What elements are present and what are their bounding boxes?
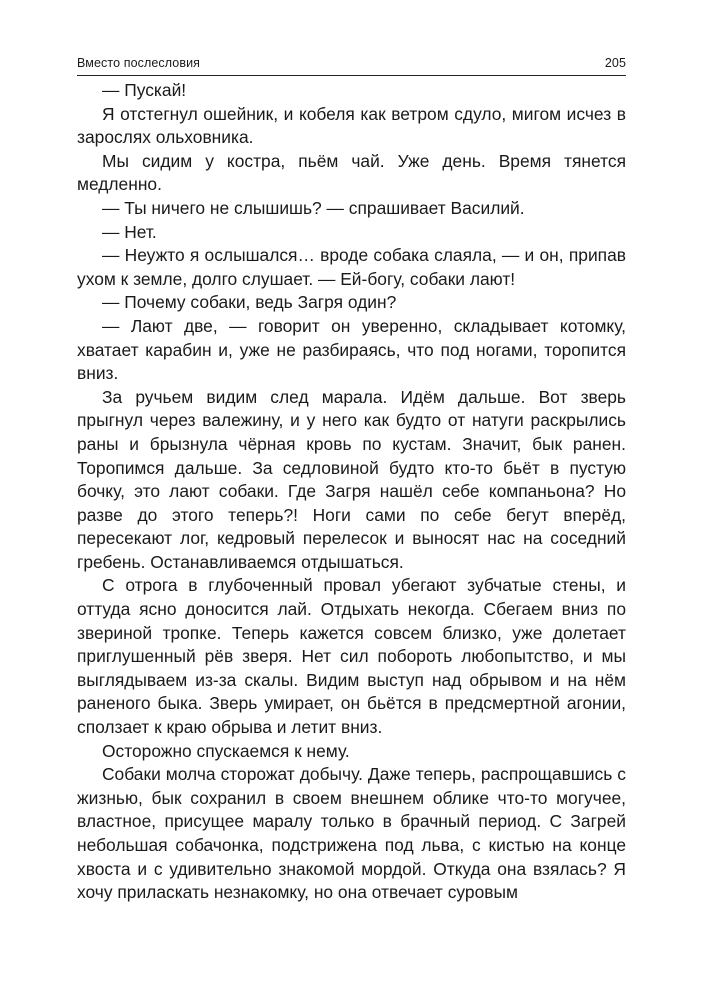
- running-title: Вместо послесловия: [77, 56, 201, 70]
- paragraph: С отрога в глубоченный провал убегают зубчатые стены, и оттуда ясно доносится лай. Отдыхать некогда. Сбегаем вниз по звериной тропке. Теперь кажется совсем близко, уже долетает приглушенный рёв зверя. Нет сил побороть любопытство, и мы выглядываем из-за скалы. Видим выступ над обрывом и на нём раненого быка. Зверь умирает, он бьётся в предсмертной агонии, сползает к краю обрыва и летит вниз.: [77, 575, 626, 738]
- paragraph: — Ты ничего не слышишь? — спрашивает Василий.: [102, 197, 525, 218]
- paragraph: Мы сидим у костра, пьём чай. Уже день. Время тянется медленно.: [77, 150, 626, 195]
- page-number: 205: [604, 56, 626, 70]
- paragraph: Собаки молча сторожат добычу. Даже теперь, распрощавшись с жизнью, бык сохранил в своем внешнем облике что-то могучее, властное, присущее маралу только в брачный период. С Загрей небольшая собачонка, подстрижена под льва, с кистью на конце хвоста и с удивительно знакомой мордой. Откуда она взялась? Я хочу приласкать незнакомку, но она отвечает суровым: [77, 764, 626, 903]
- running-header: [77, 56, 626, 70]
- paragraph: — Пускай!: [102, 80, 187, 100]
- paragraph: — Неужто я ослышался… вроде собака слаяла, — и он, припав ухом к земле, долго слушает. — Ей-богу, собаки лают!: [77, 245, 626, 289]
- header-rule: [77, 75, 626, 76]
- paragraph: — Почему собаки, ведь Загря один?: [102, 292, 397, 313]
- paragraph: Я отстегнул ошейник, и кобеля как ветром сдуло, мигом исчез в зарослях ольховника.: [77, 103, 626, 148]
- body-text: [77, 79, 626, 905]
- paragraph: За ручьем видим след марала. Идём дальше. Вот зверь прыгнул через валежину, и у него как будто от натуги раскрылись раны и брызнула чёрная кровь по кустам. Значит, бык ранен. Торопимся дальше. За седловиной будто кто-то бьёт в пустую бочку, это лают собаки. Где Загря нашёл себе компаньона? Но разве до этого теперь?! Ноги сами по себе бегут вперёд, пересекают лог, кедровый перелесок и выносят нас на соседний гребень. Останавливаемся отдышаться.: [77, 386, 626, 572]
- paragraph: — Нет.: [102, 221, 157, 242]
- paragraph: — Лают две, — говорит он уверенно, складывает котомку, хватает карабин и, уже не разбираясь, что под ногами, торопится вниз.: [77, 315, 626, 384]
- paragraph: Осторожно спускаемся к нему.: [102, 740, 350, 761]
